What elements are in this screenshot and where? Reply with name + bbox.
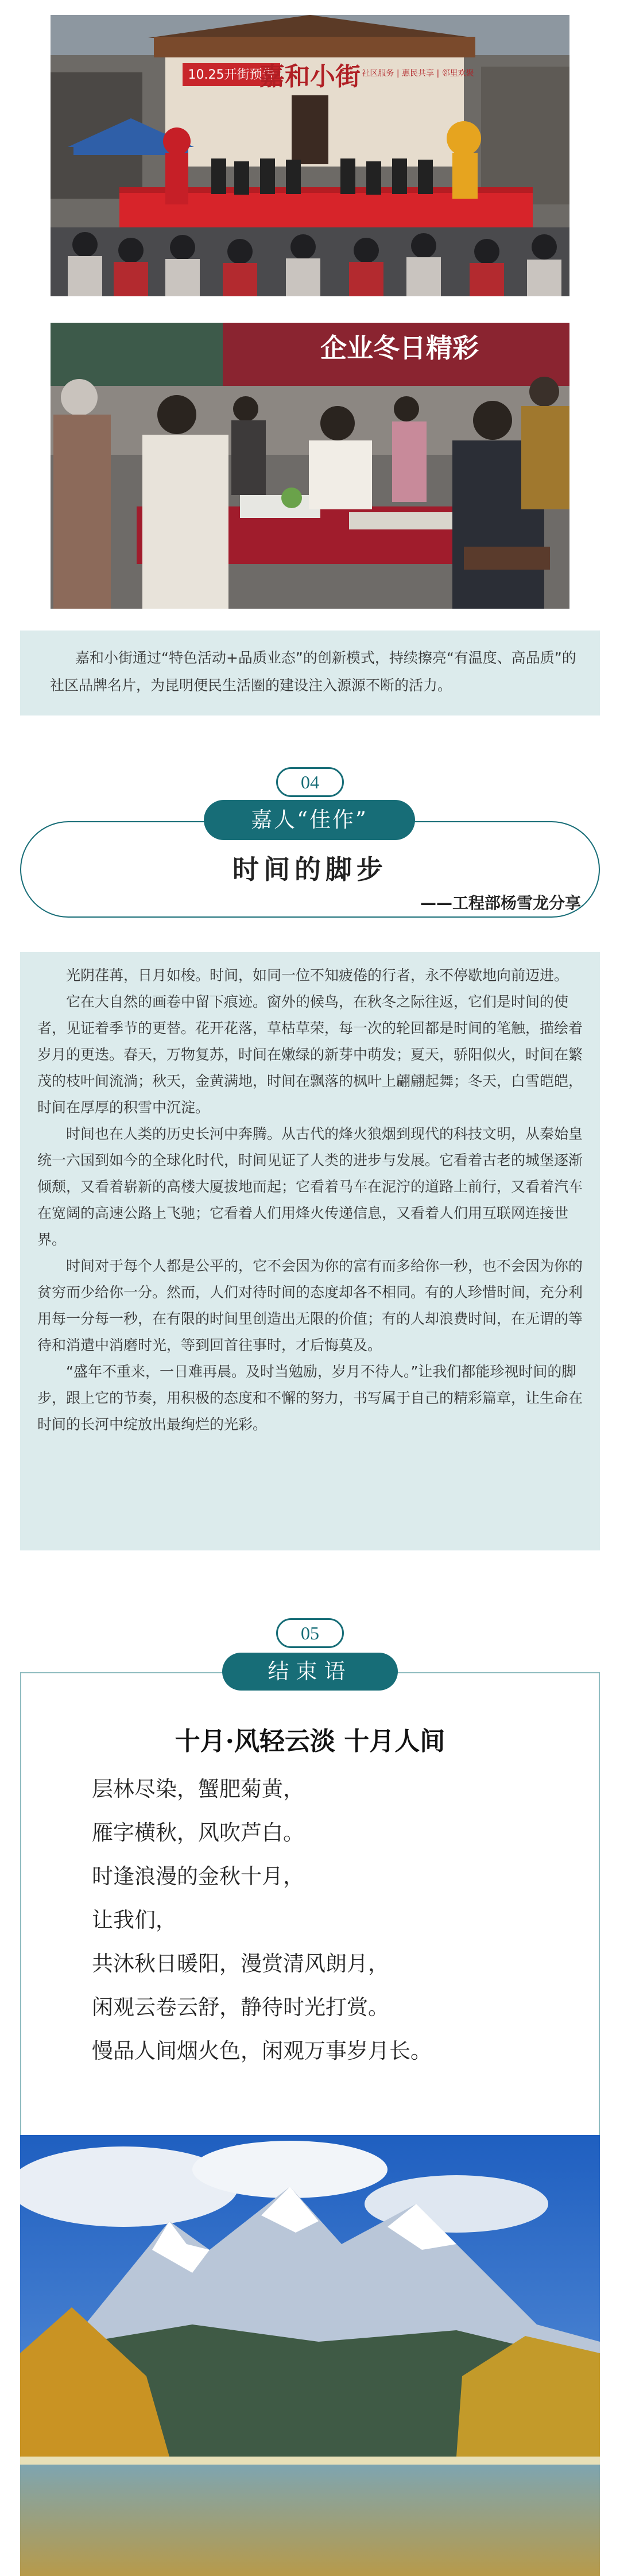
- poem-line: 慢品人间烟火色，闲观万事岁月长。: [92, 2039, 432, 2063]
- event-banner-text: 10.25开街预告: [188, 68, 275, 82]
- intro-paragraph: 嘉和小街通过“特色活动+品质业态”的创新模式，持续擦亮“有温度、高品质”的社区品牌名片，为昆明便民生活圈的建设注入源源不断的活力。: [50, 649, 576, 694]
- poem-line: 时逢浪漫的金秋十月，: [92, 1864, 304, 1889]
- section04-title: 时间的脚步: [232, 854, 388, 885]
- section05-title: 十月·风轻云淡 十月人间: [175, 1727, 445, 1756]
- section04-label: 嘉人“佳作”: [204, 800, 415, 840]
- poem-line: 雁字横秋，风吹芦白。: [92, 1820, 304, 1845]
- event-sign-text: 嘉和小街: [259, 62, 361, 91]
- section05-number-badge: 05: [276, 1618, 344, 1648]
- poem-line: 共沐秋日暖阳，漫赏清风朗月，: [92, 1951, 389, 1976]
- poem-line: 层林尽染，蟹肥菊黄，: [92, 1777, 304, 1801]
- essay-box: [20, 952, 600, 1550]
- event-tagline-text: 社区服务 | 惠民共享 | 邻里欢聚: [362, 69, 474, 78]
- essay-paragraph: 时间也在人类的历史长河中奔腾。从古代的烽火狼烟到现代的科技文明，从秦始皇统一六国到如今的全球化时代，时间见证了人类的进步与发展。它看着古老的城堡逐渐倾颓，又看着崭新的高楼大厦拔地而起；它看着马车在泥泞的道路上前行，又看着汽车在宽阔的高速公路上飞驰；它看着人们用烽火传递信息，又看着人们用互联网连接世界。: [37, 1125, 583, 1248]
- section04-number-badge: 04: [276, 767, 344, 797]
- autumn-mountain-photo: [20, 2135, 600, 2576]
- essay-paragraph: 时间对于每个人都是公平的，它不会因为你的富有而多给你一秒，也不会因为你的贫穷而少给你一分。然而，人们对待时间的态度却各不相同。有的人珍惜时间，充分利用每一分每一秒，在有限的时间里创造出无限的价值；有的人却浪费时间，在无谓的等待和消遣中消磨时光，等到回首往事时，才后悔莫及。: [37, 1258, 583, 1353]
- section05-label: 结束语: [222, 1653, 398, 1691]
- poem-line: 让我们，: [92, 1908, 177, 1932]
- poem-line: 闲观云卷云舒，静待时光打赏。: [92, 1995, 389, 2020]
- booth-banner-text: 企业冬日精彩: [320, 332, 479, 363]
- event-stage-photo: [51, 15, 569, 296]
- section04-author: ——工程部杨雪龙分享: [420, 894, 581, 912]
- essay-paragraph: 光阴荏苒，日月如梭。时间，如同一位不知疲倦的行者，永不停歇地向前迈进。: [66, 967, 569, 984]
- intro-summary-box: [20, 631, 600, 715]
- essay-paragraph: “盛年不重来，一日难再晨。及时当勉励，岁月不待人。”让我们都能珍视时间的脚步，跟上它的节奏，用积极的态度和不懈的努力，书写属于自己的精彩篇章，让生命在时间的长河中绽放出最绚烂的光彩。: [37, 1363, 583, 1433]
- poem: [92, 1767, 432, 2073]
- activity-booth-photo: [51, 323, 569, 609]
- essay-paragraph: 它在大自然的画卷中留下痕迹。窗外的候鸟，在秋冬之际往返，它们是时间的使者，见证着季节的更替。花开花落，草枯草荣，每一次的轮回都是时间的笔触，描绘着岁月的更迭。春天，万物复苏，时间在嫩绿的新芽中萌发；夏天，骄阳似火，时间在繁茂的枝叶间流淌；秋天，金黄满地，时间在飘落的枫叶上翩翩起舞；冬天，白雪皑皑，时间在厚厚的积雪中沉淀。: [37, 993, 583, 1116]
